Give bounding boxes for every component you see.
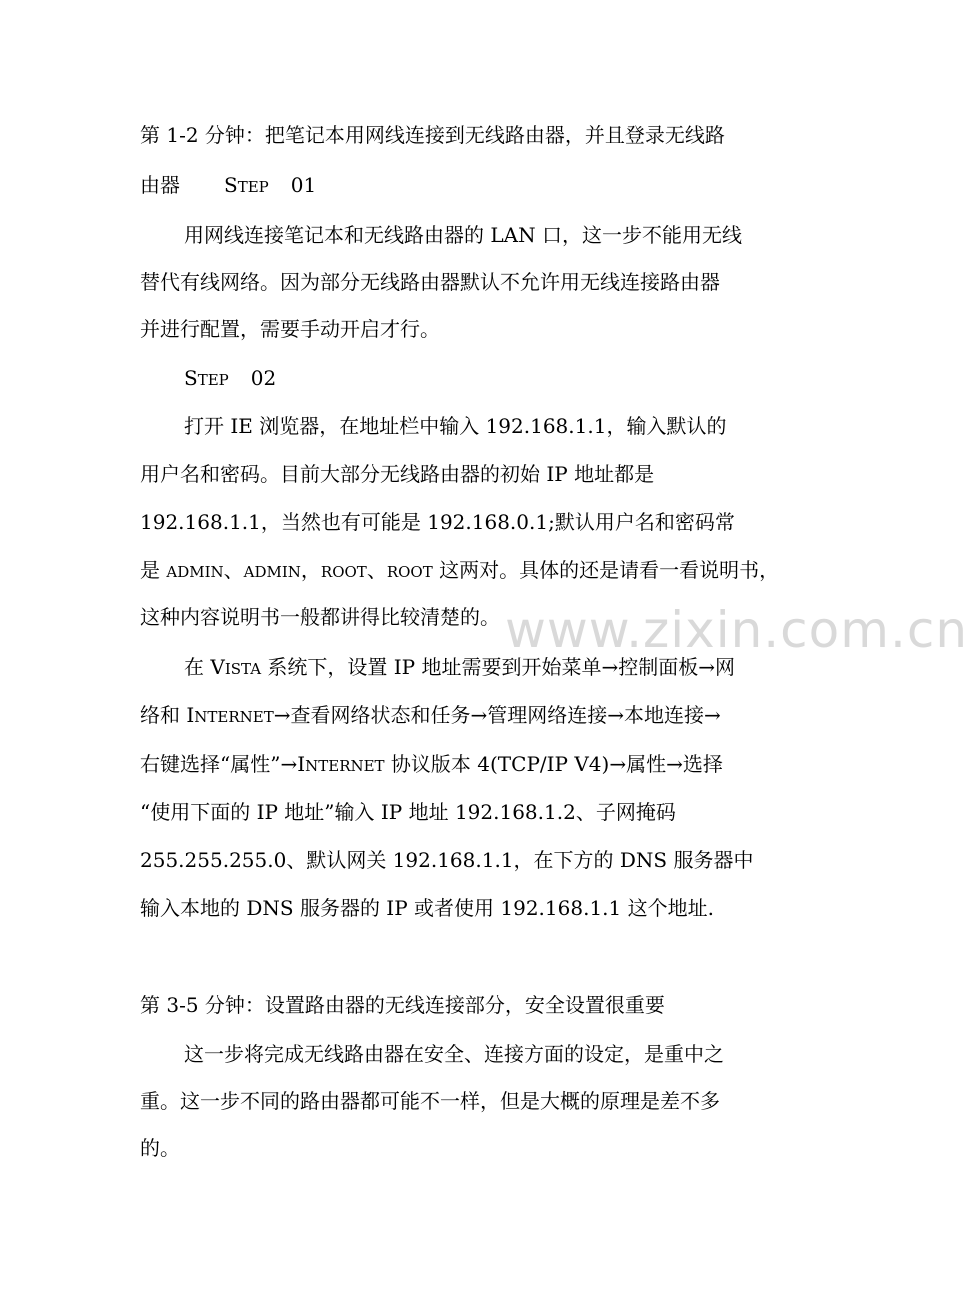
watermark: www.zixin.com.cn xyxy=(505,601,968,659)
p2-line3: 192.168.1.1，当然也有可能是 192.168.0.1;默认用户名和密码常 xyxy=(140,510,735,534)
p3-line1: 在 VISTA 系统下，设置 IP 地址需要到开始菜单→控制面板→网 xyxy=(184,655,735,679)
p2-line1: 打开 IE 浏览器，在地址栏中输入 192.168.1.1，输入默认的 xyxy=(184,414,727,438)
p3-line2: 络和 INTERNET→查看网络状态和任务→管理网络连接→本地连接→ xyxy=(140,703,721,727)
p3-line5: 255.255.255.0、默认网关 192.168.1.1，在下方的 DNS 服务器中 xyxy=(140,848,754,872)
p3-line3: 右键选择“属性”→INTERNET 协议版本 4(TCP/IP V4)→属性→选择 xyxy=(140,752,723,776)
section1-heading-line1: 第 1-2 分钟：把笔记本用网线连接到无线路由器，并且登录无线路 xyxy=(140,123,725,147)
p1-line3: 并进行配置，需要手动开启才行。 xyxy=(140,317,440,341)
step2-number: 02 xyxy=(250,366,277,390)
heading-line2-text: 由器 xyxy=(140,173,180,197)
p3-line4: “使用下面的 IP 地址”输入 IP 地址 192.168.1.2、子网掩码 xyxy=(140,800,676,824)
step1-label: STEP xyxy=(224,173,269,197)
section1-heading-line2 xyxy=(140,171,790,201)
step2-line xyxy=(184,364,790,394)
p1-line2: 替代有线网络。因为部分无线路由器默认不允许用无线连接路由器 xyxy=(140,270,720,294)
p3-line6: 输入本地的 DNS 服务器的 IP 或者使用 192.168.1.1 这个地址. xyxy=(140,896,714,920)
p4-line1: 这一步将完成无线路由器在安全、连接方面的设定，是重中之 xyxy=(184,1042,724,1066)
p2-line2: 用户名和密码。目前大部分无线路由器的初始 IP 地址都是 xyxy=(140,462,655,486)
step2-label: STEP xyxy=(184,366,229,390)
p4-line2: 重。这一步不同的路由器都可能不一样，但是大概的原理是差不多 xyxy=(140,1089,720,1113)
p4-line3: 的。 xyxy=(140,1136,180,1160)
p1-line1: 用网线连接笔记本和无线路由器的 LAN 口，这一步不能用无线 xyxy=(184,223,742,247)
p2-line5: 这种内容说明书一般都讲得比较清楚的。 xyxy=(140,605,500,629)
p2-line4: 是 ADMIN、ADMIN，ROOT、ROOT 这两对。具体的还是请看一看说明书， xyxy=(140,558,780,582)
section2-heading: 第 3-5 分钟：设置路由器的无线连接部分，安全设置很重要 xyxy=(140,993,665,1017)
step1-number: 01 xyxy=(290,173,317,197)
